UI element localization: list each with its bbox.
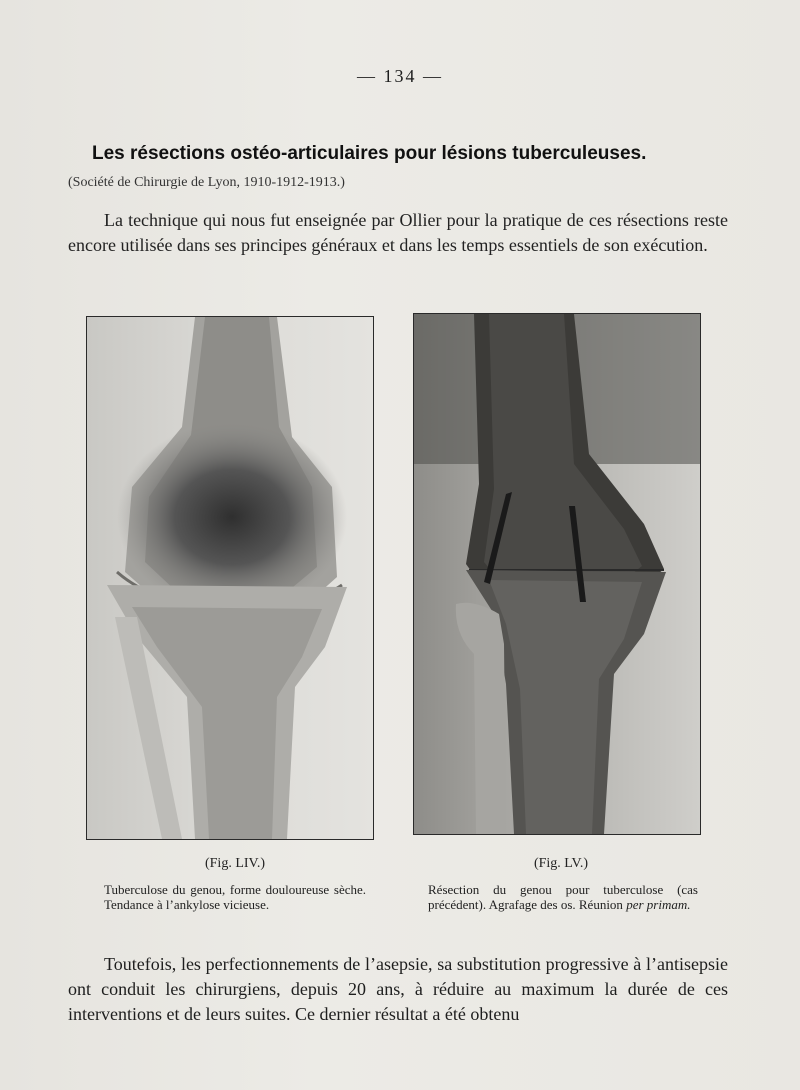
intro-paragraph: La technique qui nous fut enseignée par Ollier pour la pratique de ces résections reste encore utilisée dans ses principes généraux et dans les temps essentiels de son exécution. (68, 210, 728, 255)
figure-label-liv: (Fig. LIV.) (204, 856, 266, 871)
xray-knee-resection-image (414, 314, 700, 834)
xray-figure-lv (413, 313, 701, 835)
body-paragraph: Toutefois, les perfectionnements de l’asepsie, sa substitution progressive à l’antisepsie ont conduit les chirurgiens, depuis 20 ans, à réduire au maximum la durée de ces interventions et de leurs suites. Ce dernier résultat a été obtenu (68, 954, 728, 1024)
figure-caption-lv-main: Résection du genou pour tuberculose (cas précédent). Agrafage des os. Réunion (428, 882, 698, 912)
article-subtitle: (Société de Chirurgie de Lyon, 1910-1912-1913.) (68, 175, 345, 190)
xray-figure-liv (86, 316, 374, 840)
figure-caption-lv (428, 882, 698, 912)
figure-caption-liv: Tuberculose du genou, forme douloureuse sèche. Tendance à l’ankylose vicieuse. (104, 882, 366, 912)
article-title: Les résections ostéo-articulaires pour lésions tuberculeuses. (92, 143, 647, 164)
figure-caption-lv-italic: per primam. (626, 897, 691, 912)
page-number: — 134 — (357, 66, 443, 86)
xray-knee-tuberculosis-image (87, 317, 373, 839)
figure-label-lv: (Fig. LV.) (533, 856, 589, 871)
